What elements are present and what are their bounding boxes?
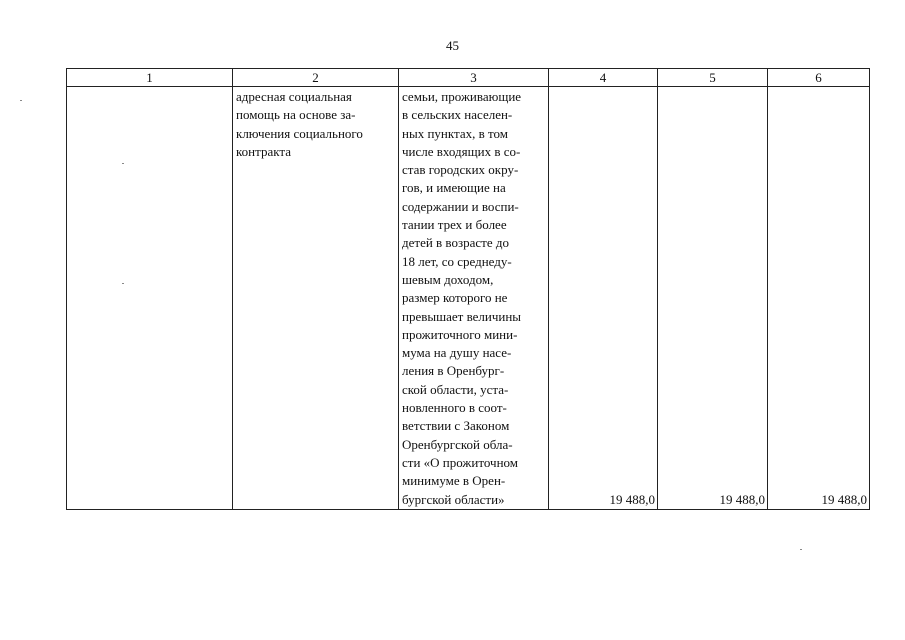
measure-name-text: адресная социальная помощь на основе за- ключения социального контракта: [236, 89, 363, 159]
column-header-2: 2: [233, 69, 399, 87]
header-row: [67, 69, 870, 87]
column-header-6: 6: [768, 69, 870, 87]
column-header-4: 4: [549, 69, 658, 87]
cell-col4: [549, 87, 658, 510]
scan-speck: [800, 549, 802, 550]
cell-col1: [67, 87, 233, 510]
amount-col4: 19 488,0: [609, 491, 655, 507]
cell-col2: [233, 87, 399, 510]
column-header-3: 3: [399, 69, 549, 87]
column-header-1: 1: [67, 69, 233, 87]
scan-speck: [122, 283, 124, 284]
cell-col3: [399, 87, 549, 510]
page-number: 45: [446, 38, 459, 53]
table-row: [67, 87, 870, 510]
cell-col6: [768, 87, 870, 510]
scan-speck: [20, 100, 22, 101]
column-header-5: 5: [658, 69, 768, 87]
data-table: [66, 68, 870, 510]
scan-speck: [122, 163, 124, 164]
amount-col6: 19 488,0: [821, 491, 867, 507]
amount-col5: 19 488,0: [719, 491, 765, 507]
cell-col5: [658, 87, 768, 510]
recipient-category-text: семьи, проживающие в сельских населен- ных пунктах, в том числе входящих в со- став городских окру- гов, и имеющие на содержании и воспи- тании трех и более детей в возрасте до 18 лет, со среднеду- шевым доходом, размер которого не превышает величины прожиточного мини- мума на душу насе- ления в Оренбург- ской области, уста- новленного в соот- ветствии с Законом Оренбургской обла- сти «О прожиточном минимуме в Орен- бургской области»: [402, 89, 522, 507]
